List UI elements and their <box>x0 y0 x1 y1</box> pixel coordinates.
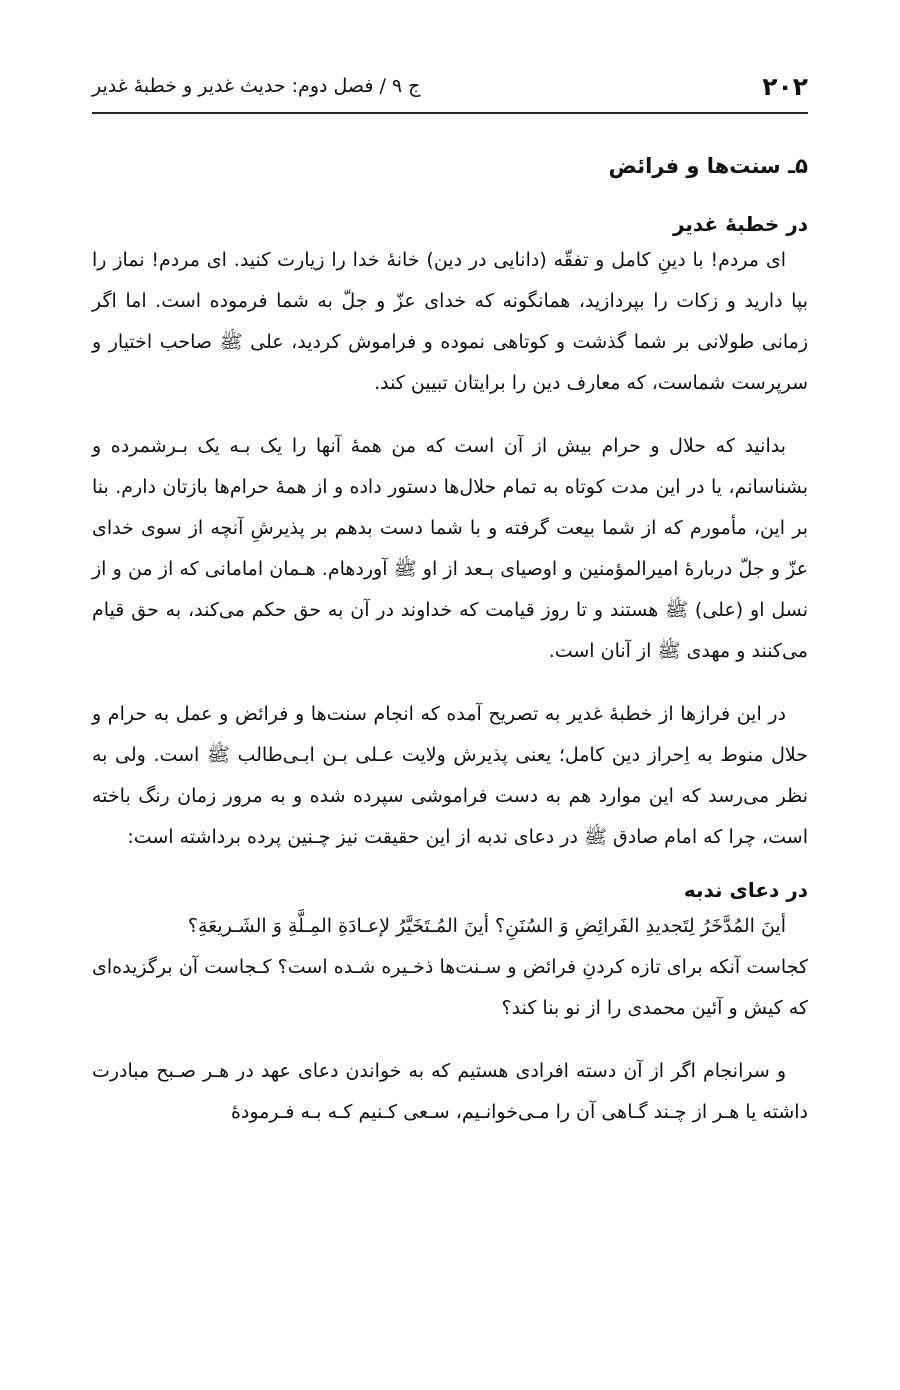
ghadir-heading: در خطبهٔ غدیر <box>672 212 808 236</box>
nudbah-translation: کجاست آنکه برای تازه کردنِ فرائض و سـنت‌ها ذخـیره شـده است؟ کـجاست آن برگزیده‌ای که کیش و آئین محمدی را از نو بنا کند؟ <box>92 956 808 1019</box>
nudbah-heading: در دعای ندبه <box>683 878 808 902</box>
closing-paragraph: و سرانجام اگر از آن دسته افرادی هستیم که به خواندن دعای عهد در هـر صـبح مبادرت داشته یا هـر از چـند گـاهی آن را مـی‌خوانـیم، سـعی کـنیم کـه بـه فـرمودهٔ <box>92 1060 808 1123</box>
ghadir-paragraph-3: در این فرازها از خطبهٔ غدیر به تصریح آمده که انجام سنت‌ها و فرائض و عمل به حرام و حلال منوط به اِحراز دین کامل؛ یعنی پذیرش ولایت عـلی بـن ابـی‌طالب ﷺ است. ولی به نظر می‌رسد که این موارد هم به دست فراموشی سپرده شده و به مرور زمان رنگ باخته است، چرا که امام صادق ﷺ در دعای ندبه از این حقیقت نیز چـنین پرده برداشته است: <box>92 703 808 848</box>
page-header <box>92 60 808 114</box>
nudbah-arabic-quote: أینَ المُدَّخَرُ لِتَجدیدِ الفَرائِضِ وَ السُنَنِ؟ أینَ المُـتَخَیَّرُ لإعـادَةِ المِـلَّةِ وَ الشَـریعَةِ؟ <box>187 915 786 937</box>
ghadir-paragraph-1: ای مردم! با دینِ کامل و تفقّه (دانایی در دین) خانهٔ خدا را زیارت کنید. ای مردم! نماز را بپا دارید و زکات را بپردازید، همانگونه که خدای عزّ و جلّ به شما فرموده است. اما اگر زمانی طولانی بر شما گذشت و کوتاهی نموده و فراموش کردید، علی ﷺ صاحب اختیار و سرپرست شماست، که معارف دین را برایتان تبیین کند. <box>92 249 808 394</box>
ghadir-paragraph-2: بدانید که حلال و حرام بیش از آن است که من همهٔ آنها را یک بـه یک بـرشمرده و بشناسانم، یا در این مدت کوتاه به تمام حلال‌ها دستور داده و از همهٔ حرام‌ها بازتان دارم. بنا بر این، مأمورم که از شما بیعت گرفته و با شما دست بدهم بر پذیرشِ آنچه از سوی خدای عزّ و جلّ دربارهٔ امیرالمؤمنین و اوصیای بـعد از او ﷺ آوردهام. هـمان امامانی که از من و از نسل او (علی) ﷺ هستند و تا روز قیامت که خداوند در آن به حق حکم می‌کند، به حق قیام می‌کنند و مهدی ﷺ از آنان است. <box>92 435 808 662</box>
book-page <box>92 60 808 1133</box>
page-number: ۲۰۲ <box>762 71 808 101</box>
running-head: ج ۹ / فصل دوم: حدیث غدیر و خطبهٔ غدیر <box>92 75 421 97</box>
section-title: ۵ـ سنت‌ها و فرائض <box>608 154 808 178</box>
